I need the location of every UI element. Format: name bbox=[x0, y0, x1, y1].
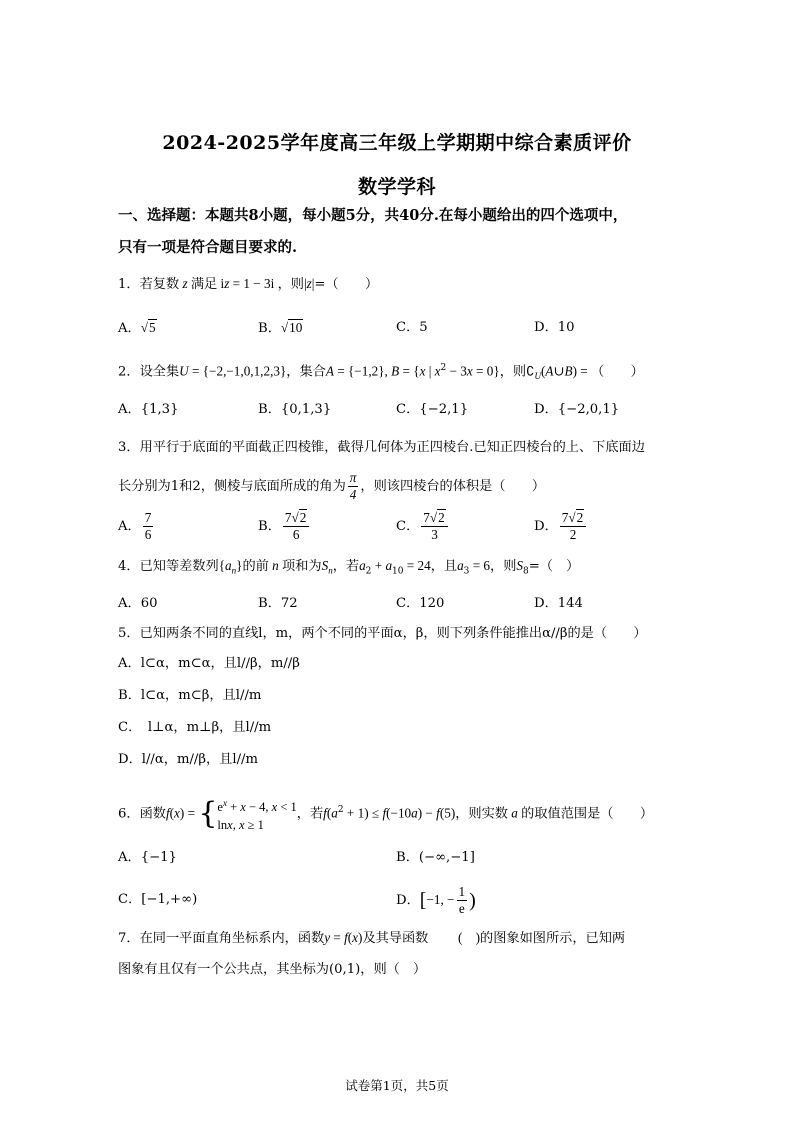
question-7-line-2: 图象有且仅有一个公共点，其坐标为(0,1)，则（ ） bbox=[118, 962, 427, 977]
q1-option-b[interactable]: B．√10 bbox=[258, 320, 303, 336]
q5-option-d[interactable]: D．l//α，m//β，且l//m bbox=[118, 752, 258, 767]
question-5: 5．已知两条不同的直线l，m，两个不同的平面α，β，则下列条件能推出α//β的是（ ） bbox=[118, 626, 647, 641]
q4-option-b[interactable]: B．72 bbox=[258, 596, 298, 611]
question-7-line-1: 7．在同一平面直角坐标系内，函数y = f(x)及其导函数 ( )的图象如图所示，已知两 bbox=[118, 930, 626, 946]
question-2: 2．设全集U = {−2,−1,0,1,2,3}，集合A = {−1,2}, B = {x | $x^2 - 3x = 0$}，则$∁_U(A\cup B)$ = （ ） bbox=[118, 363, 644, 382]
q6-option-a[interactable]: A．{−1} bbox=[118, 850, 177, 865]
q2-option-c[interactable]: C．{−2,1} bbox=[396, 402, 469, 417]
q2-option-a[interactable]: A．{1,3} bbox=[118, 402, 179, 417]
q1-option-a[interactable]: A．√5 bbox=[118, 320, 156, 336]
q2-option-b[interactable]: B．{0,1,3} bbox=[258, 402, 332, 417]
question-3-line-1: 3．用平行于底面的平面截正四棱锥，截得几何体为正四棱台.已知正四棱台的上、下底面边 bbox=[118, 440, 645, 455]
q3-option-a[interactable]: A． $\frac{7}{6}$ bbox=[118, 510, 152, 542]
q4-option-c[interactable]: C．120 bbox=[396, 596, 445, 611]
question-6: 6．函数f(x) = { $e^x + x - 4$, x < 1 lnx, x ≥ 1 ，若$f(a^2 + 1) \le f(-10a) - f(5)$，则实数 a 的取值范围是（ ） bbox=[118, 795, 654, 832]
q1-option-c[interactable]: C．5 bbox=[396, 320, 428, 335]
exam-title: 2024-2025学年度高三年级上学期期中综合素质评价 bbox=[162, 132, 632, 154]
question-3-line-2: 长分别为1和2，侧棱与底面所成的角为 $\frac{\pi}{4}$ ，则该四棱台的体积是（ ） bbox=[118, 470, 546, 502]
q3-option-c[interactable]: C． $\frac{7√2}{3}$ bbox=[396, 510, 450, 543]
q1-option-d[interactable]: D．10 bbox=[534, 320, 575, 335]
subject-title: 数学学科 bbox=[357, 176, 436, 198]
question-4: 4．已知等差数列$\{a_n\}$的前 n 项和为$S_n$，若$a_2 + a_{10} = 24$，且$a_3 = 6$，则$S_8=$（ ） bbox=[118, 558, 580, 577]
q2-option-d[interactable]: D．{−2,0,1} bbox=[534, 402, 620, 417]
q6-option-b[interactable]: B．(−∞,−1] bbox=[396, 850, 475, 865]
q4-option-d[interactable]: D．144 bbox=[534, 596, 583, 611]
q5-option-c[interactable]: C． l⊥α，m⊥β，且l//m bbox=[118, 720, 272, 735]
section-heading: 一、选择题：本题共8小题，每小题5分，共40分.在每小题给出的四个选项中， 只有一项是符合题目要求的. bbox=[118, 207, 628, 256]
q5-option-b[interactable]: B．l⊂α，m⊂β，且l//m bbox=[118, 688, 262, 703]
q3-option-b[interactable]: B． $\frac{7√2}{6}$ bbox=[258, 510, 311, 543]
q6-option-c[interactable]: C．[−1,+∞) bbox=[118, 892, 198, 907]
page-footer: 试卷第1页，共5页 bbox=[345, 1078, 449, 1093]
q5-option-a[interactable]: A．l⊂α，m⊂α，且l//β，m//β bbox=[118, 656, 300, 671]
q6-option-d[interactable]: D．[−1, − $\frac{1}{e}$ ) bbox=[396, 884, 476, 916]
q3-option-d[interactable]: D． $\frac{7√2}{2}$ bbox=[534, 510, 588, 543]
q4-option-a[interactable]: A．60 bbox=[118, 596, 158, 611]
question-1: 1．若复数 z 满足 iz = 1 − 3i ，则|z|=（ ） bbox=[118, 276, 379, 292]
